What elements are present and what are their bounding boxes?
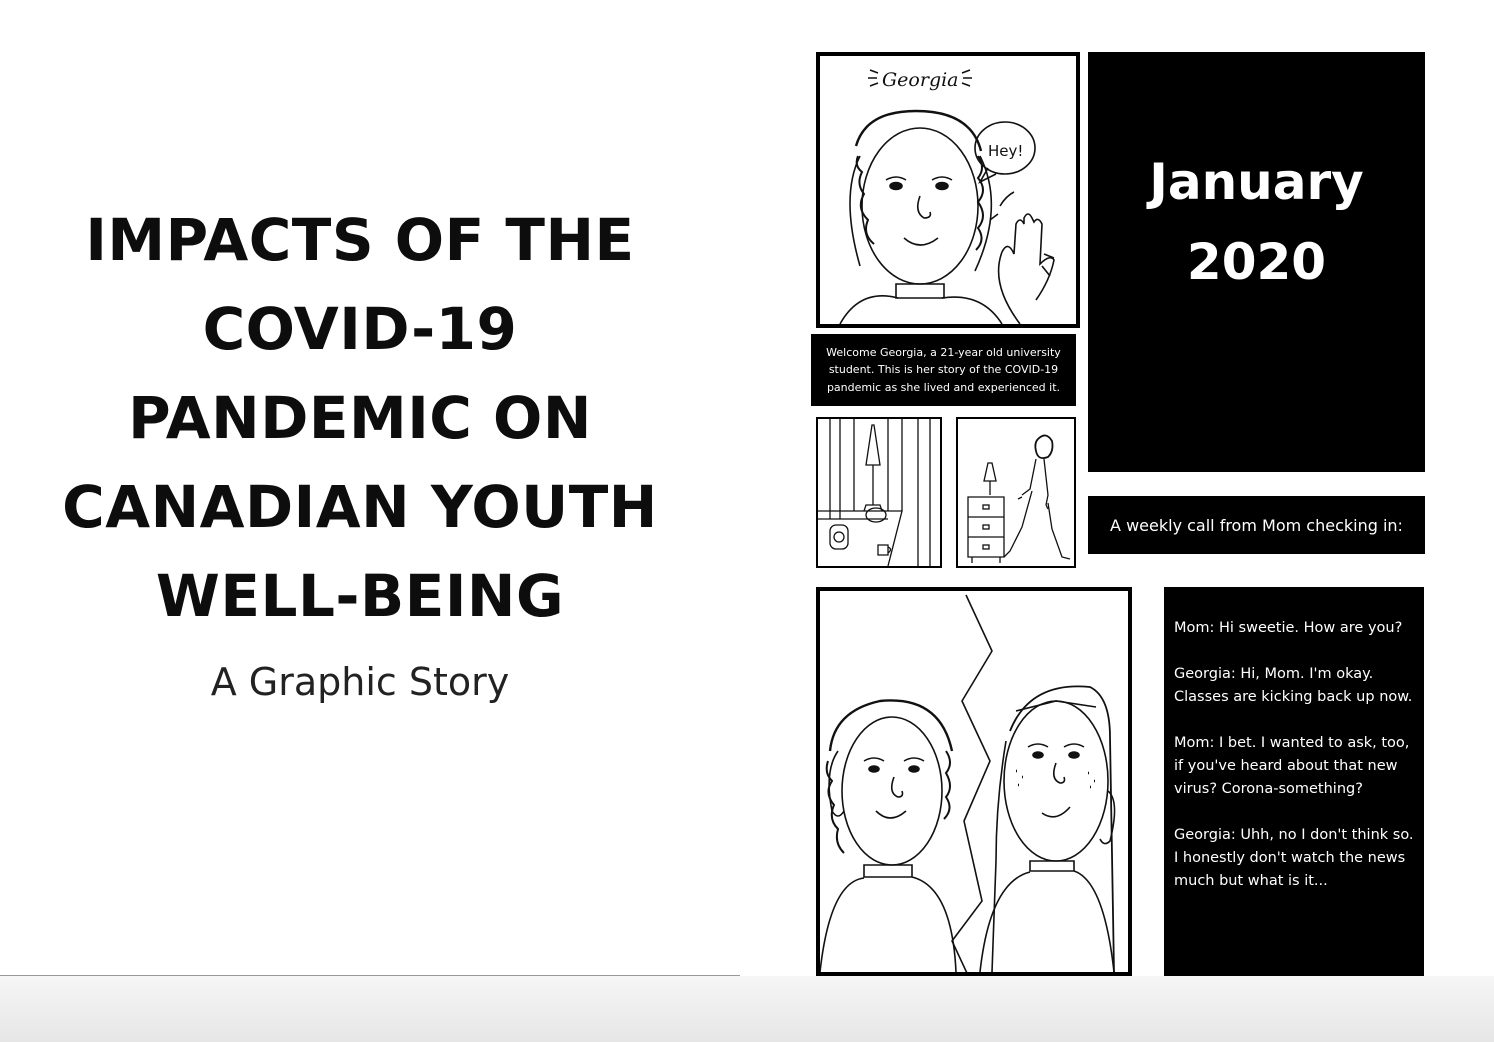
title-line: CANADIAN YOUTH	[62, 473, 658, 541]
cover-title	[20, 196, 700, 641]
georgia-walking-drawing	[958, 419, 1074, 566]
panel-georgia-intro	[816, 52, 1080, 328]
title-line: PANDEMIC ON	[128, 384, 592, 452]
panel-room	[816, 417, 942, 568]
title-line: WELL-BEING	[155, 562, 565, 630]
title-line: IMPACTS OF THE	[85, 206, 635, 274]
speech-bubble-text: Hey!	[988, 142, 1024, 160]
call-intro-bar: A weekly call from Mom checking in:	[1088, 496, 1425, 554]
intro-caption: Welcome Georgia, a 21-year old university student. This is her story of the COVID-19 pandemic as she lived and experienced it.	[811, 334, 1076, 406]
dialogue-line: Georgia: Hi, Mom. I'm okay. Classes are kicking back up now.	[1174, 666, 1413, 705]
panel-walking	[956, 417, 1076, 568]
date-month: January	[1149, 153, 1364, 211]
date-block	[1088, 52, 1425, 472]
title-line: COVID-19	[202, 295, 518, 363]
page-bottom-edge	[0, 976, 1494, 1042]
name-label: Georgia	[882, 69, 959, 91]
dialogue-line: Mom: I bet. I wanted to ask, too, if you've heard about that new virus? Corona-something?	[1174, 735, 1410, 797]
panel-phone-call	[816, 587, 1132, 976]
cover-subtitle: A Graphic Story	[210, 660, 510, 704]
dialogue-line: Mom: Hi sweetie. How are you?	[1174, 620, 1403, 636]
date-year: 2020	[1186, 233, 1327, 291]
room-lamp-drawing	[818, 419, 940, 566]
dialogue-block	[1164, 587, 1424, 976]
phone-call-drawing	[820, 591, 1128, 972]
cover-page	[0, 0, 740, 976]
georgia-waving-drawing	[820, 56, 1076, 324]
dialogue-line: Georgia: Uhh, no I don't think so. I honestly don't watch the news much but what is it...	[1174, 827, 1414, 889]
